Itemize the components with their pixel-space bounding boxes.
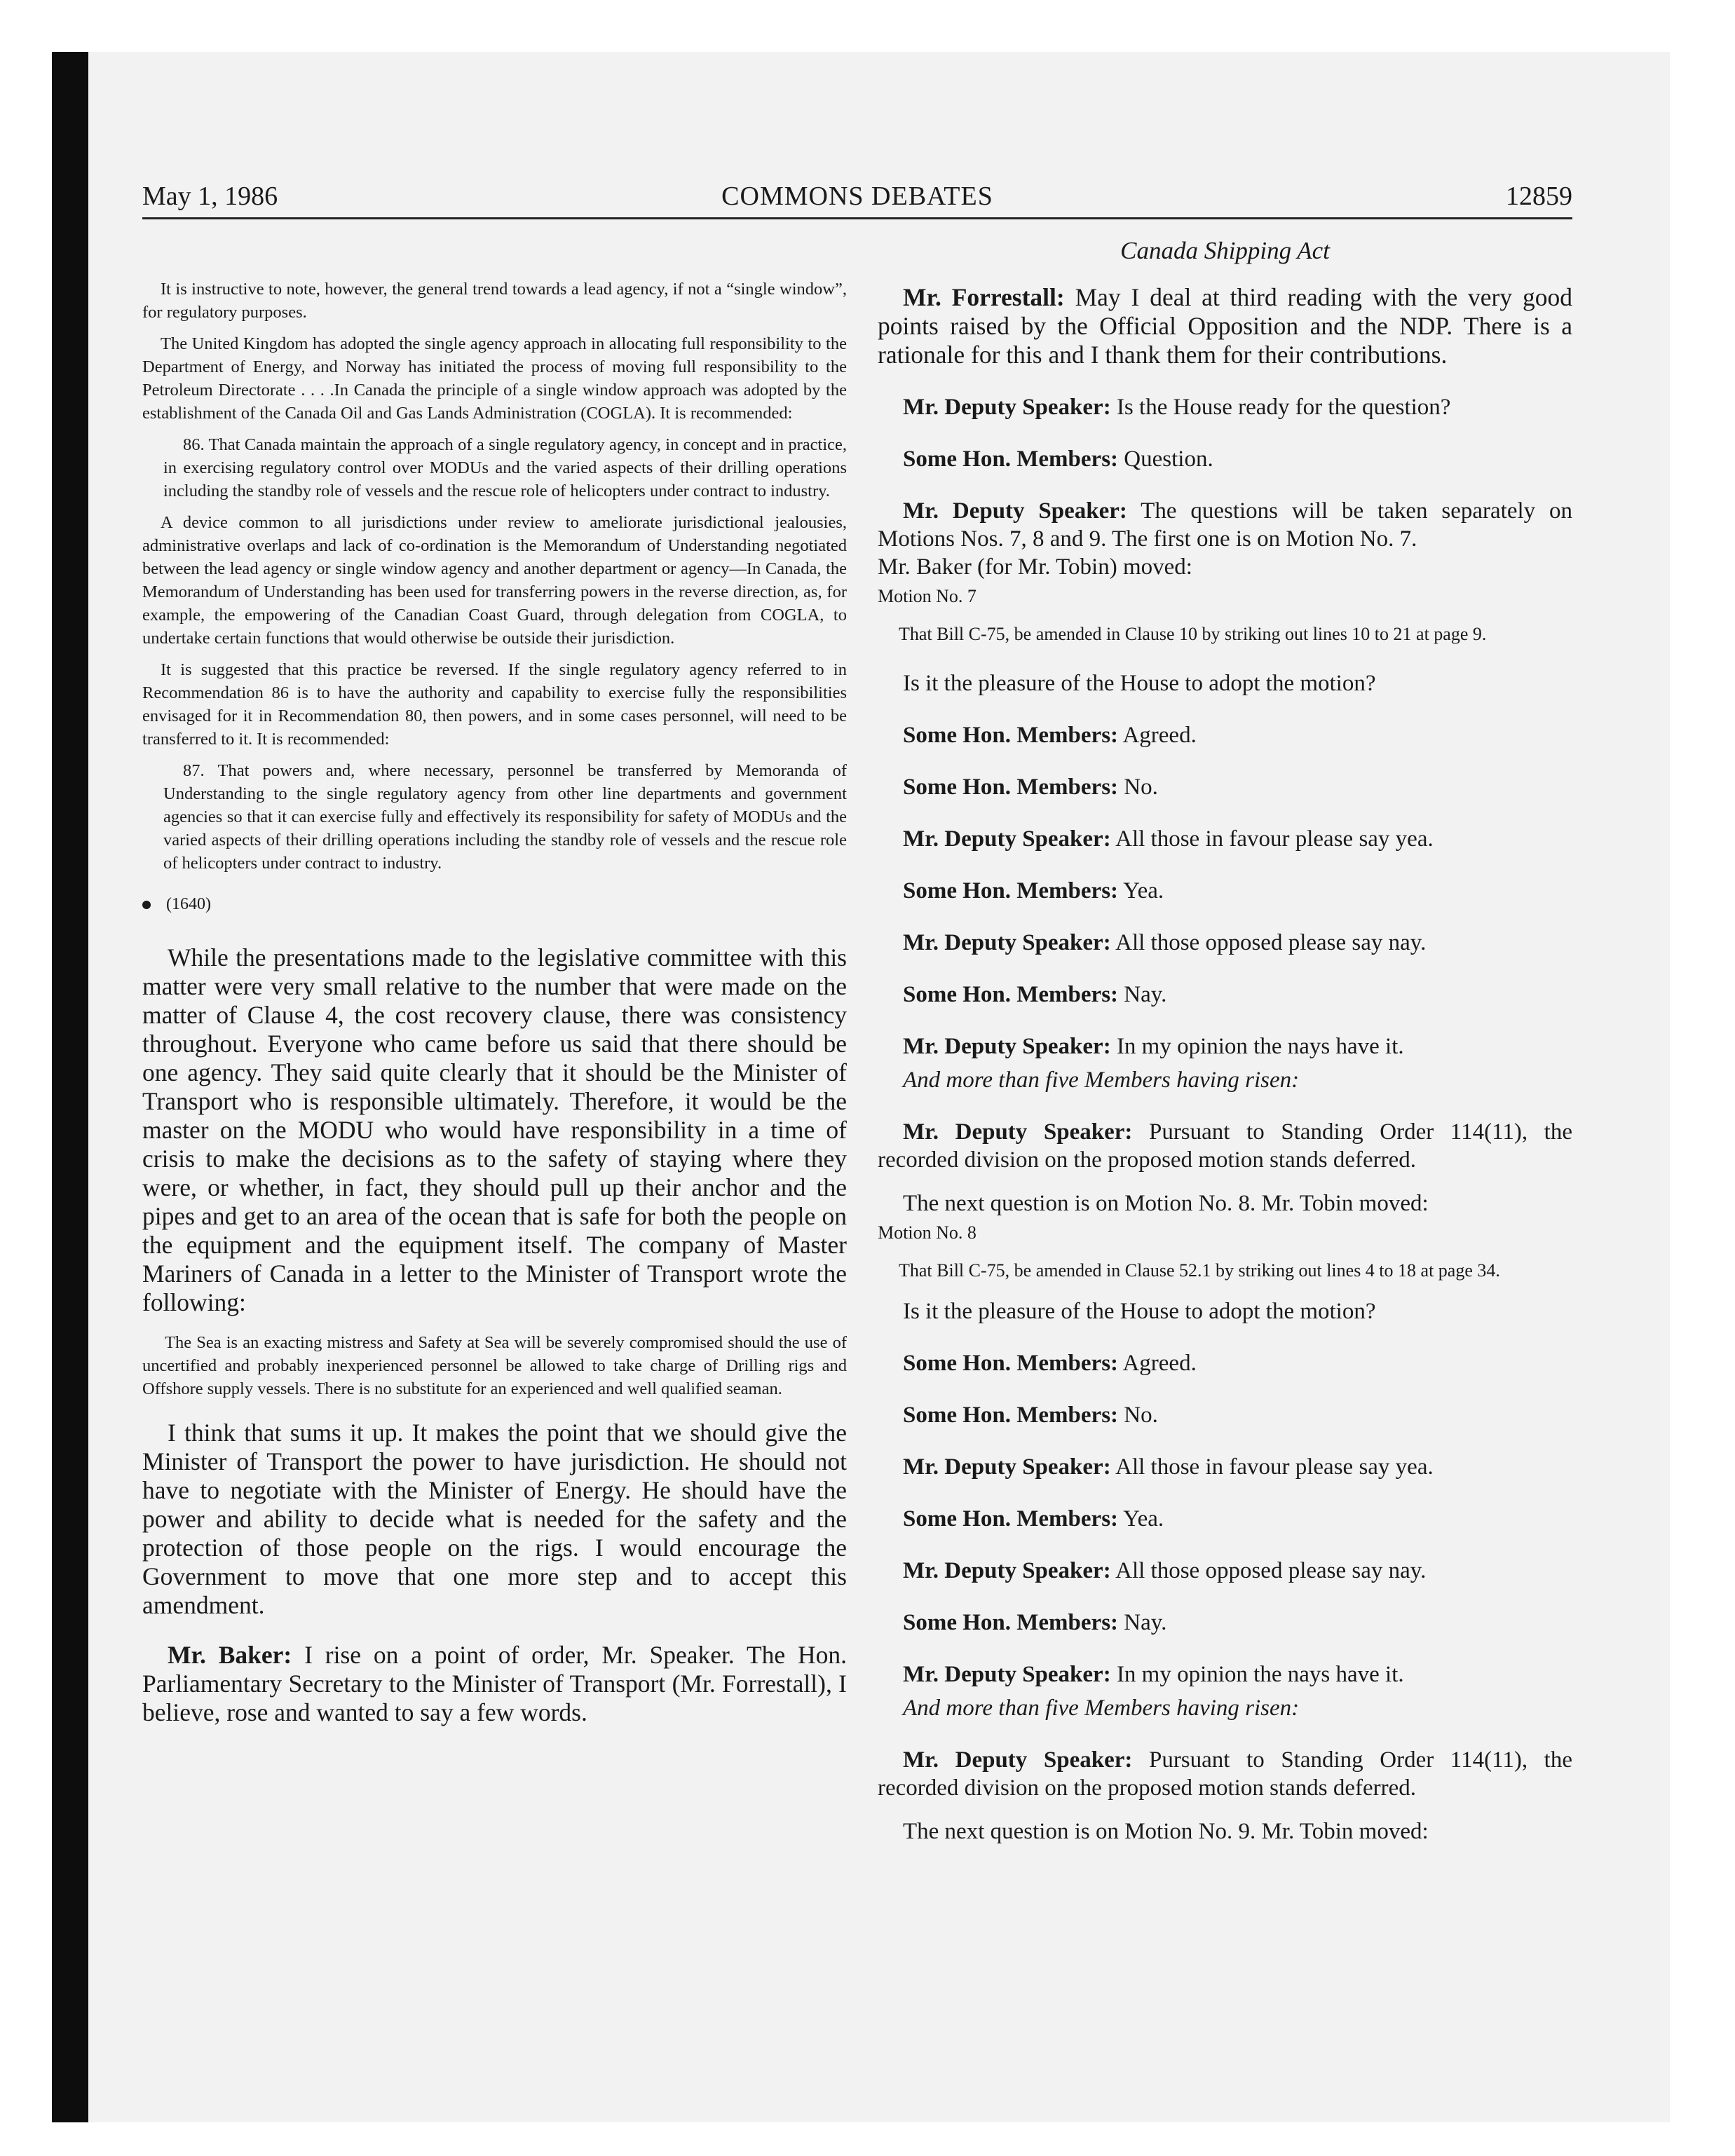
speech-text: All those opposed please say nay. xyxy=(1115,930,1427,955)
speech-line xyxy=(878,1609,1572,1637)
time-marker xyxy=(142,893,847,915)
speech-line xyxy=(878,1032,1572,1060)
speech-line xyxy=(878,721,1572,749)
speech-text: Nay. xyxy=(1124,982,1167,1007)
speech-text: In my opinion the nays have it. xyxy=(1116,1034,1404,1059)
speech-paragraph: While the presentations made to the legislative committee with this matter were very small relative to the number that were made on the matter of Clause 4, the cost recovery clause, there was consistency throughout. Everyone who came before us said that there should be one agency. They said quite clearly that it should be the Minister of Transport who is responsible ultimately. Therefore, it would be the master on the MODU who would have responsibility in a time of crisis to make the decisions as to the safety of staying where they were, or whether, in fact, they should pull up their anchor and the pipes and get to an area of the ocean that is safe for both the people on the equipment and the equipment itself. The company of Master Mariners of Canada in a letter to the Minister of Transport wrote the following: xyxy=(142,943,847,1316)
speaker-name: Mr. Baker: xyxy=(168,1641,292,1669)
speech-text: No. xyxy=(1124,775,1158,800)
speech-text: Agreed. xyxy=(1122,723,1197,748)
speech-line xyxy=(878,825,1572,853)
motion-mover: Mr. Baker (for Mr. Tobin) moved: xyxy=(878,554,1192,580)
speech-text: Agreed. xyxy=(1122,1351,1197,1376)
speech-text: Pursuant to Standing Order 114(11), the recorded division on the proposed motion stands deferred. xyxy=(878,1119,1572,1173)
speech-line xyxy=(878,877,1572,905)
speaker-name: Mr. Deputy Speaker: xyxy=(903,1034,1111,1059)
speech-text: Nay. xyxy=(1124,1610,1167,1635)
question-line: Is it the pleasure of the House to adopt the motion? xyxy=(903,1299,1376,1324)
speaker-name: Mr. Deputy Speaker: xyxy=(903,1454,1111,1480)
speech-line xyxy=(878,929,1572,957)
speaker-name: Mr. Deputy Speaker: xyxy=(903,498,1127,524)
speaker-name: Some Hon. Members: xyxy=(903,878,1119,903)
recommendation-87: 87. That powers and, where necessary, personnel be transferred by Memoranda of Understanding to the single regulatory agency from other line departments and government agencies so that it can exercise fully and effectively its responsibility for safety of MODUs and the varied aspects of their drilling operations including the standby role of vessels and the rescue role of helicopters under contract to industry. xyxy=(163,761,847,873)
header-title: COMMONS DEBATES xyxy=(721,182,993,211)
speaker-name: Mr. Deputy Speaker: xyxy=(903,1119,1133,1145)
speech-line xyxy=(878,1401,1572,1429)
time-marker-text: (1640) xyxy=(166,895,211,913)
speech-line xyxy=(878,1505,1572,1533)
quote-paragraph: The United Kingdom has adopted the single agency approach in allocating full responsibility to the Department of Energy, and Norway has initiated the process of moving full responsibility to the Petroleum Directorate . . . .In Canada the principle of a single window approach was adopted by the establishment of the Canada Oil and Gas Lands Administration (COGLA). It is recommended: xyxy=(142,334,847,423)
speech-line xyxy=(878,1557,1572,1585)
speaker-name: Some Hon. Members: xyxy=(903,1351,1119,1376)
stage-direction: And more than five Members having risen: xyxy=(903,1696,1300,1721)
header-date: May 1, 1986 xyxy=(142,182,278,211)
letter-quote: The Sea is an exacting mistress and Safety at Sea will be severely compromised should the use of uncertified and probably inexperienced personnel be allowed to take charge of Drilling rigs and Offshore supply vessels. There is no substitute for an experienced and well qualified seaman. xyxy=(142,1333,847,1398)
speaker-name: Mr. Deputy Speaker: xyxy=(903,826,1111,852)
quote-paragraph: It is instructive to note, however, the general trend towards a lead agency, if not a “single window”, for regulatory purposes. xyxy=(142,280,847,322)
speaker-name: Mr. Forrestall: xyxy=(903,283,1065,311)
speech-line xyxy=(878,445,1572,473)
speech-line xyxy=(878,1118,1572,1174)
speech-text: Pursuant to Standing Order 114(11), the recorded division on the proposed motion stands deferred. xyxy=(878,1747,1572,1801)
question-line: Is it the pleasure of the House to adopt the motion? xyxy=(903,671,1376,696)
speech-line xyxy=(878,1453,1572,1481)
motion-label: Motion No. 8 xyxy=(878,1222,977,1243)
speech-baker xyxy=(142,1641,847,1727)
speech-line xyxy=(878,1746,1572,1802)
speech-text: Yea. xyxy=(1123,878,1164,903)
speaker-name: Some Hon. Members: xyxy=(903,446,1119,472)
bullet-icon xyxy=(142,901,151,909)
scan-border xyxy=(52,52,88,2122)
recommendation-86: 86. That Canada maintain the approach of a single regulatory agency, in concept and in practice, in exercising regulatory control over MODUs and the varied aspects of their drilling operations including the standby role of vessels and the rescue role of helicopters under contract to industry. xyxy=(163,435,847,500)
speech-text: I rise on a point of order, Mr. Speaker. The Hon. Parliamentary Secretary to the Minister of Transport (Mr. Forrestall), I believe, rose and wanted to say a few words. xyxy=(142,1641,848,1726)
speech-line xyxy=(878,1349,1572,1377)
speaker-name: Mr. Deputy Speaker: xyxy=(903,930,1111,955)
quote-paragraph: A device common to all jurisdictions under review to ameliorate jurisdictional jealousies, administrative overlaps and lack of co-ordination is the Memorandum of Understanding negotiated between the lead agency or single window agency and another department or agency—In Canada, the Memorandum of Understanding has been used for transferring powers in the reverse direction, as, for example, the empowering of the Canadian Coast Guard, through delegation from COGLA, to undertake certain functions that would otherwise be outside their jurisdiction. xyxy=(142,513,847,648)
right-column xyxy=(878,224,1572,1869)
speech-paragraph: I think that sums it up. It makes the point that we should give the Minister of Transport the power to have jurisdiction. He should not have to negotiate with the Minister of Energy. He should have the power and ability to decide what is needed for the safety and the protection of those people on the rigs. I would encourage the Government to move that one more step and to accept this amendment. xyxy=(142,1419,847,1619)
speech-forrestall xyxy=(878,283,1572,369)
speech-text: The questions will be taken separately on Motions Nos. 7, 8 and 9. The first one is on Motion No. 7. xyxy=(878,498,1572,552)
motion-text: That Bill C-75, be amended in Clause 52.1 by striking out lines 4 to 18 at page 34. xyxy=(899,1260,1500,1281)
speech-text: All those opposed please say nay. xyxy=(1115,1558,1427,1583)
stage-direction: And more than five Members having risen: xyxy=(903,1067,1300,1093)
next-question: The next question is on Motion No. 8. Mr. Tobin moved: xyxy=(903,1191,1429,1216)
speech-text: No. xyxy=(1124,1403,1158,1428)
speaker-name: Mr. Deputy Speaker: xyxy=(903,395,1111,420)
speech-line xyxy=(878,393,1572,421)
speaker-name: Mr. Deputy Speaker: xyxy=(903,1747,1133,1773)
left-column xyxy=(142,224,847,1741)
speech-text: All those in favour please say yea. xyxy=(1115,826,1434,852)
header-page-number: 12859 xyxy=(1506,182,1572,211)
page-header xyxy=(142,181,1572,219)
speech-text: In my opinion the nays have it. xyxy=(1116,1662,1404,1687)
speech-text: Question. xyxy=(1124,446,1213,472)
section-subhead: Canada Shipping Act xyxy=(1120,237,1330,264)
speaker-name: Some Hon. Members: xyxy=(903,723,1119,748)
motion-label: Motion No. 7 xyxy=(878,586,977,606)
speaker-name: Some Hon. Members: xyxy=(903,775,1119,800)
speaker-name: Mr. Deputy Speaker: xyxy=(903,1558,1111,1583)
speech-text: All those in favour please say yea. xyxy=(1115,1454,1434,1480)
speech-text: May I deal at third reading with the very good points raised by the Official Opposition and the NDP. There is a rationale for this and I thank them for their contributions. xyxy=(878,283,1572,369)
speaker-name: Mr. Deputy Speaker: xyxy=(903,1662,1111,1687)
speech-line xyxy=(878,1660,1572,1688)
quote-paragraph: It is suggested that this practice be reversed. If the single regulatory agency referred to in Recommendation 86 is to have the authority and capability to exercise fully the responsibilities envisaged for it in Recommendation 80, then powers, and in some cases personnel, will need to be transferred to it. It is recommended: xyxy=(142,660,847,749)
speech-text: Is the House ready for the question? xyxy=(1116,395,1451,420)
speaker-name: Some Hon. Members: xyxy=(903,1610,1119,1635)
speech-text: Yea. xyxy=(1123,1506,1164,1531)
speaker-name: Some Hon. Members: xyxy=(903,1506,1119,1531)
speaker-name: Some Hon. Members: xyxy=(903,982,1119,1007)
motion-text: That Bill C-75, be amended in Clause 10 by striking out lines 10 to 21 at page 9. xyxy=(899,624,1487,644)
speaker-name: Some Hon. Members: xyxy=(903,1403,1119,1428)
speech-line xyxy=(878,981,1572,1009)
next-question: The next question is on Motion No. 9. Mr. Tobin moved: xyxy=(903,1819,1429,1844)
speech-line xyxy=(878,773,1572,801)
speech-line xyxy=(878,497,1572,553)
